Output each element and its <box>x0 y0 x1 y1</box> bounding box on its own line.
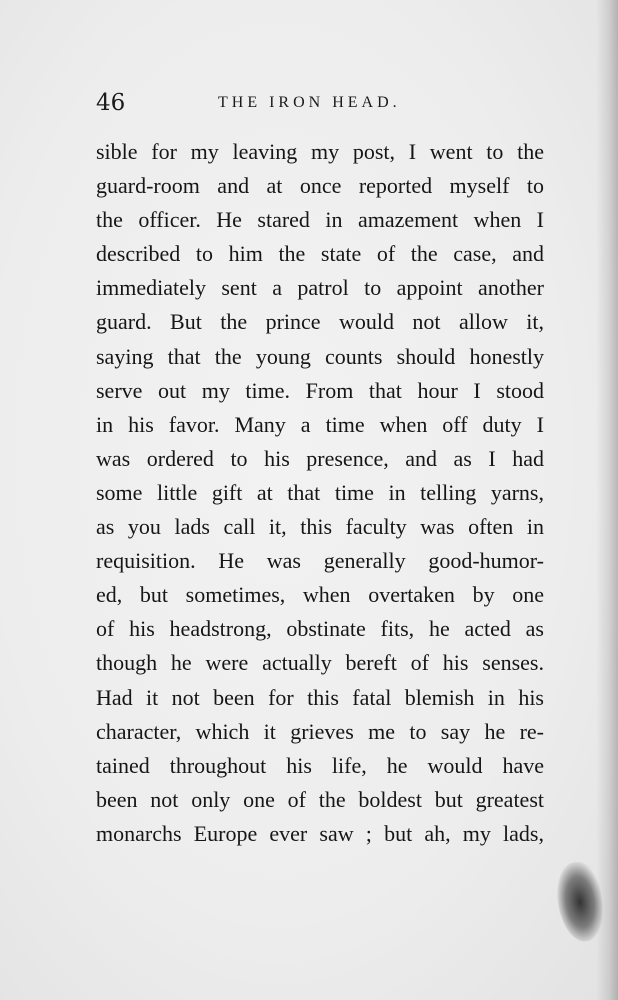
page-number: 46 <box>96 90 126 116</box>
text-line: some little gift at that time in telling yarns, <box>96 479 544 505</box>
text-line: been not only one of the boldest but greatest <box>96 786 544 812</box>
text-line: monarchs Europe ever saw ; but ah, my lads, <box>96 820 544 846</box>
text-line: as you lads call it, this faculty was often in <box>96 514 544 540</box>
text-line: serve out my time. From that hour I stood <box>96 377 544 403</box>
page-gutter-shadow <box>596 0 618 1000</box>
text-line: guard-room and at once reported myself to <box>96 173 544 199</box>
text-line: Had it not been for this fatal blemish in his <box>96 684 544 710</box>
text-line: immediately sent a patrol to appoint another <box>96 275 544 301</box>
text-line: saying that the young counts should honestly <box>96 343 544 369</box>
text-line: ed, but sometimes, when overtaken by one <box>96 582 544 608</box>
text-line: character, which it grieves me to say he re- <box>96 718 544 744</box>
text-line: guard. But the prince would not allow it, <box>96 309 544 335</box>
text-line: of his headstrong, obstinate fits, he acted as <box>96 616 544 642</box>
page-header <box>96 88 546 118</box>
text-line: described to him the state of the case, and <box>96 241 544 267</box>
text-line: requisition. He was generally good-humor- <box>96 548 544 574</box>
text-line: was ordered to his presence, and as I had <box>96 445 544 471</box>
text-line: the officer. He stared in amazement when I <box>96 207 544 233</box>
body-text <box>96 135 544 851</box>
running-title: THE IRON HEAD. <box>218 94 401 111</box>
text-line: in his favor. Many a time when off duty I <box>96 411 544 437</box>
text-line: though he were actually bereft of his senses. <box>96 650 544 676</box>
text-line: sible for my leaving my post, I went to the <box>96 139 544 164</box>
text-line: tained throughout his life, he would have <box>96 752 544 778</box>
